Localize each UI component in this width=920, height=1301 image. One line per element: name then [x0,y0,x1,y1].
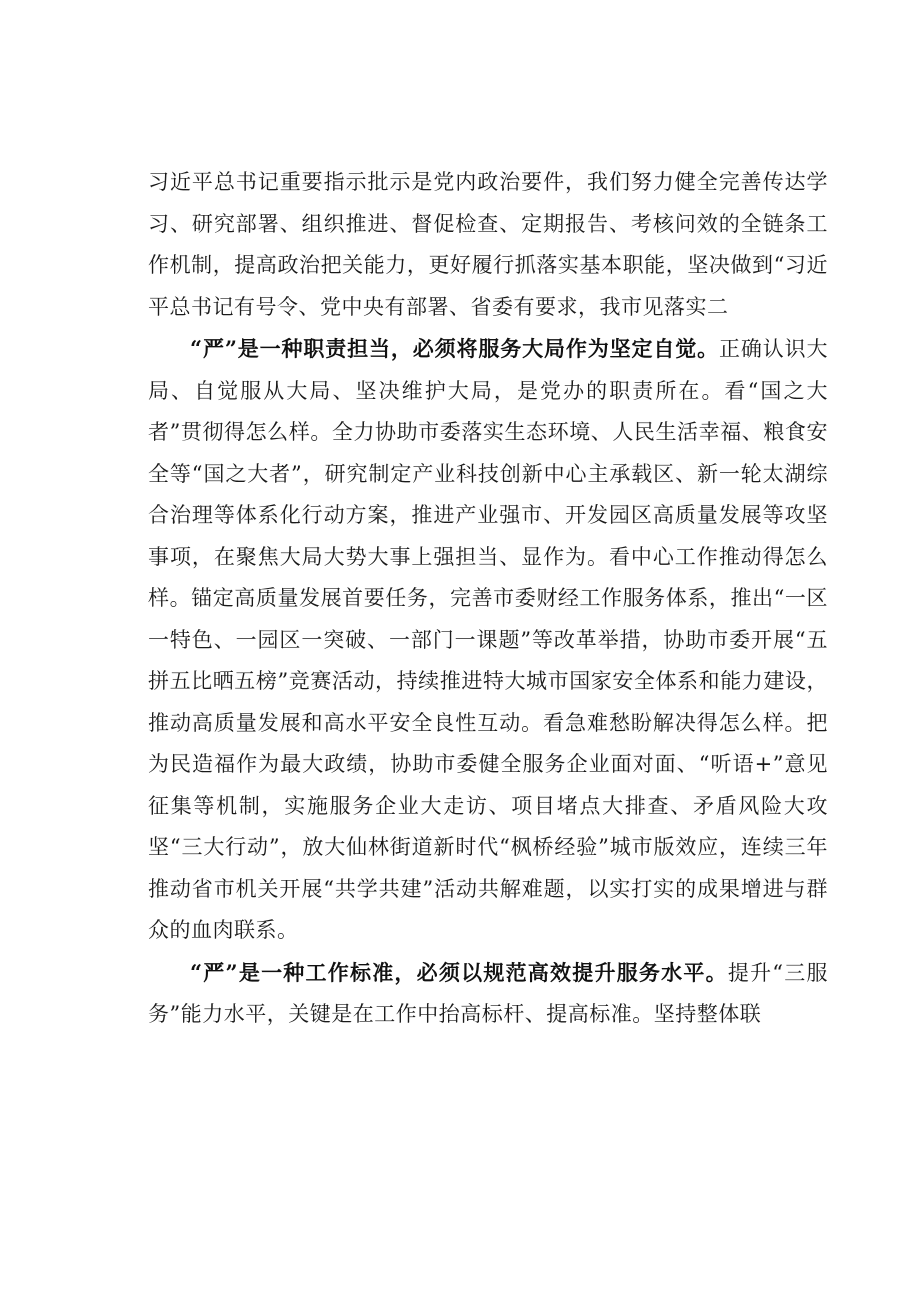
paragraph-3-body: 提升“三服务”能力水平，关键是在工作中抬高标杆、提高标准。坚持整体联 [148,960,828,1026]
paragraph-2-body: 正确认识大局、自觉服从大局、坚决维护大局，是党办的职责所在。看“国之大者”贯彻得怎么样。全力协助市委落实生态环境、人民生活幸福、粮食安全等“国之大者”，研究制定产业科技创新中心主承载区、新一轮太湖综合治理等体系化行动方案，推进产业强市、开发园区高质量发展等攻坚事项，在聚焦大局大势大事上强担当、显作为。看中心工作推动得怎么样。锚定高质量发展首要任务，完善市委财经工作服务体系，推出“一区一特色、一园区一突破、一部门一课题”等改革举措，协助市委开展“五拼五比晒五榜”竞赛活动，持续推进特大城市国家安全体系和能力建设，推动高质量发展和高水平安全良性互动。看急难愁盼解决得怎么样。把为民造福作为最大政绩，协助市委健全服务企业面对面、“听语+”意见征集等机制，实施服务企业大走访、项目堵点大排查、矛盾风险大攻坚“三大行动”，放大仙林街道新时代“枫桥经验”城市版效应，连续三年推动省市机关开展“共学共建”活动共解难题，以实打实的成果增进与群众的血肉联系。 [148,337,829,942]
paragraph-1 [148,162,828,328]
paragraph-3 [148,952,828,1036]
paragraph-2-heading: “严”是一种职责担当，必须将服务大局作为坚定自觉。 [190,336,720,361]
document-body [148,162,828,1036]
paragraph-2 [148,328,828,952]
paragraph-1-text: 习近平总书记重要指示批示是党内政治要件，我们努力健全完善传达学习、研究部署、组织推进、督促检查、定期报告、考核问效的全链条工作机制，提高政治把关能力，更好履行抓落实基本职能，坚决做到“习近平总书记有号令、党中央有部署、省委有要求，我市见落实二 [148,170,828,319]
paragraph-3-heading: “严”是一种工作标准，必须以规范高效提升服务水平。 [190,959,728,985]
